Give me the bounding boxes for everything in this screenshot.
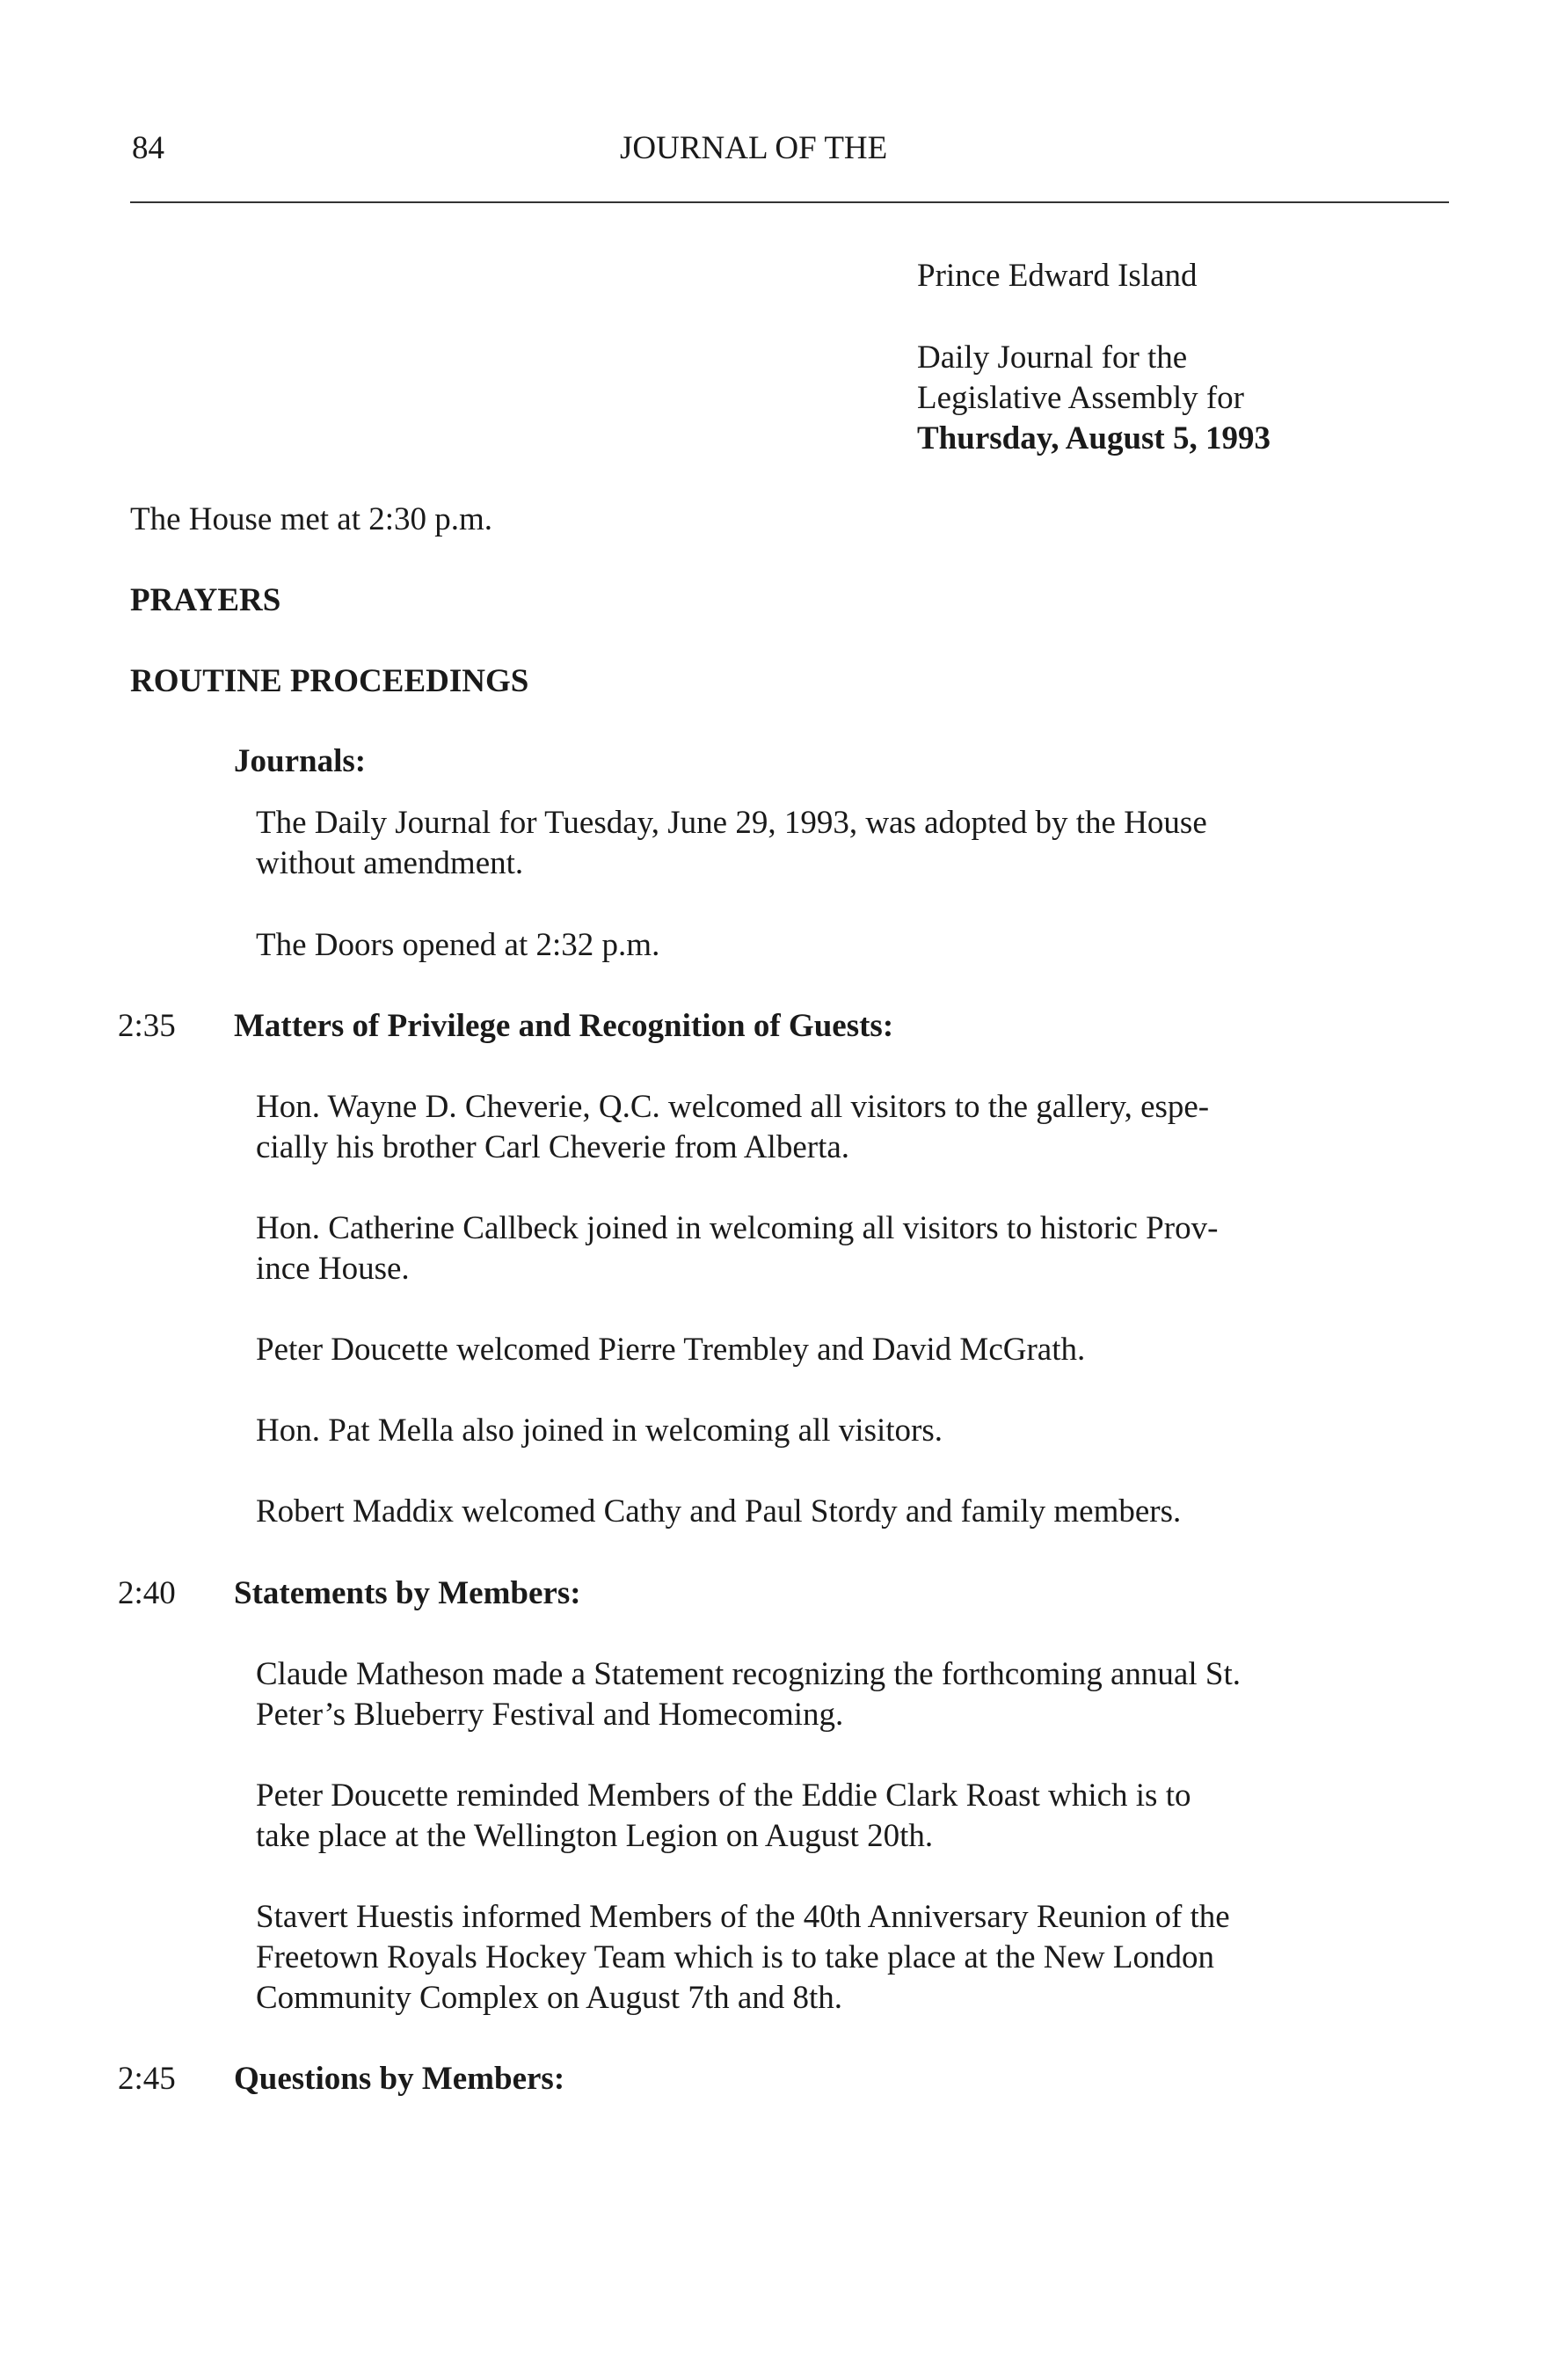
statements-paragraph-2	[256, 1776, 1452, 1857]
masthead-province: Prince Edward Island	[917, 258, 1198, 294]
prayers-heading: PRAYERS	[130, 582, 281, 618]
doors-opened-text: The Doors opened at 2:32 p.m.	[256, 927, 660, 963]
masthead-line1: Daily Journal for the	[917, 339, 1188, 376]
statements-paragraph-1	[256, 1654, 1452, 1735]
text-line: cially his brother Carl Cheverie from Alberta.	[256, 1129, 850, 1165]
journals-heading: Journals:	[234, 743, 367, 779]
masthead-date: Thursday, August 5, 1993	[917, 420, 1271, 456]
header-rule	[130, 201, 1449, 203]
running-title: JOURNAL OF THE	[620, 130, 888, 166]
text-line: Claude Matheson made a Statement recognizing the forthcoming annual St.	[256, 1656, 1241, 1692]
text-line: The Daily Journal for Tuesday, June 29, 1993, was adopted by the House	[256, 805, 1207, 841]
time-stamp-statements: 2:40	[118, 1575, 176, 1611]
page-number: 84	[132, 130, 164, 166]
text-line: Peter Doucette reminded Members of the Eddie Clark Roast which is to	[256, 1778, 1191, 1814]
privilege-paragraph-2	[256, 1208, 1452, 1289]
privilege-heading: Matters of Privilege and Recognition of Guests:	[234, 1008, 894, 1044]
statements-heading: Statements by Members:	[234, 1575, 581, 1611]
text-line: Hon. Catherine Callbeck joined in welcoming all visitors to historic Prov-	[256, 1210, 1219, 1246]
text-line: Hon. Wayne D. Cheverie, Q.C. welcomed all visitors to the gallery, espe-	[256, 1089, 1210, 1125]
privilege-paragraph-5: Robert Maddix welcomed Cathy and Paul Stordy and family members.	[256, 1493, 1182, 1529]
text-line: without amendment.	[256, 845, 524, 881]
text-line: Peter’s Blueberry Festival and Homecoming.	[256, 1697, 844, 1733]
masthead-line2: Legislative Assembly for	[917, 380, 1244, 416]
privilege-paragraph-4: Hon. Pat Mella also joined in welcoming all visitors.	[256, 1413, 943, 1449]
text-line: Stavert Huestis informed Members of the 40th Anniversary Reunion of the	[256, 1899, 1230, 1935]
privilege-paragraph-3: Peter Doucette welcomed Pierre Trembley and David McGrath.	[256, 1332, 1086, 1368]
text-line: ince House.	[256, 1251, 410, 1287]
text-line: take place at the Wellington Legion on August 20th.	[256, 1818, 934, 1854]
text-line: Freetown Royals Hockey Team which is to take place at the New London	[256, 1939, 1214, 1975]
house-met-text: The House met at 2:30 p.m.	[130, 501, 493, 537]
text-line: Community Complex on August 7th and 8th.	[256, 1980, 843, 2016]
privilege-paragraph-1	[256, 1087, 1452, 1168]
routine-proceedings-heading: ROUTINE PROCEEDINGS	[130, 663, 529, 699]
time-stamp-privilege: 2:35	[118, 1008, 176, 1044]
journals-adopted-paragraph	[256, 803, 1452, 884]
statements-paragraph-3	[256, 1897, 1452, 2019]
questions-heading: Questions by Members:	[234, 2061, 565, 2097]
time-stamp-questions: 2:45	[118, 2061, 176, 2097]
